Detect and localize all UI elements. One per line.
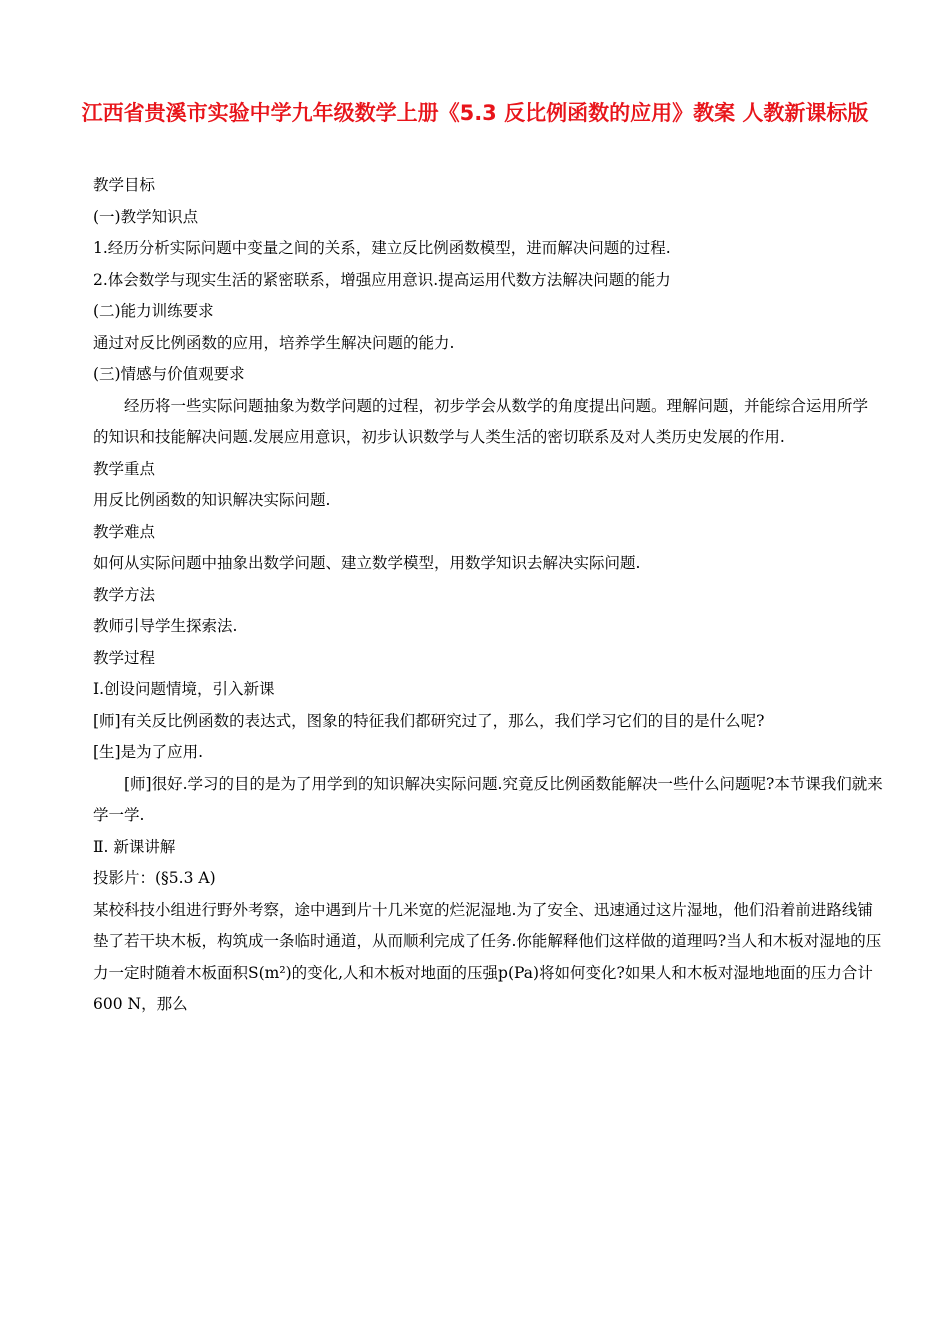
- student-line-1: [生]是为了应用.: [93, 743, 204, 761]
- key-heading: 教学重点: [93, 459, 156, 478]
- goals-heading: 教学目标: [93, 176, 156, 194]
- document-title: 江西省贵溪市实验中学九年级数学上册《5.3 反比例函数的应用》教案 人教新课标版: [81, 101, 869, 125]
- knowledge-heading: (一)教学知识点: [93, 207, 199, 226]
- process-heading: 教学过程: [93, 648, 156, 667]
- method-heading: 教学方法: [93, 585, 156, 604]
- slide-label: 投影片：(§5.3 A): [93, 869, 216, 887]
- difficulty-heading: 教学难点: [93, 522, 156, 541]
- step2-heading: Ⅱ. 新课讲解: [93, 837, 176, 856]
- method-text: 教师引导学生探索法.: [93, 617, 238, 635]
- teacher-line-2: [师]很好.学习的目的是为了用学到的知识解决实际问题.究竟反比例函数能解决一些什么问题呢?本节课我们就来学一学.: [93, 774, 883, 824]
- problem-text: 某校科技小组进行野外考察，途中遇到片十几米宽的烂泥湿地.为了安全、迅速通过这片湿地，他们沿着前进路线铺垫了若干块木板，构筑成一条临时通道，从而顺利完成了任务.你能解释他们这样做的道理吗?当人和木板对湿地的压力一定时随着木板面积S(m²)的变化,人和木板对地面的压强p(Pa)将如何变化?如果人和木板对湿地地面的压力合计600 N，那么: [93, 900, 882, 1013]
- ability-text: 通过对反比例函数的应用，培养学生解决问题的能力.: [93, 333, 455, 352]
- knowledge-item-2: 2.体会数学与现实生活的紧密联系，增强应用意识.提高运用代数方法解决问题的能力: [93, 270, 671, 289]
- step1-heading: Ⅰ.创设问题情境，引入新课: [93, 680, 275, 698]
- emotion-heading: (三)情感与价值观要求: [93, 365, 245, 383]
- difficulty-text: 如何从实际问题中抽象出数学问题、建立数学模型，用数学知识去解决实际问题.: [93, 554, 641, 572]
- key-text: 用反比例函数的知识解决实际问题.: [93, 491, 331, 509]
- knowledge-item-1: 1.经历分析实际问题中变量之间的关系，建立反比例函数模型，进而解决问题的过程.: [93, 239, 671, 257]
- document-body: [93, 170, 883, 1021]
- emotion-text: 经历将一些实际问题抽象为数学问题的过程，初步学会从数学的角度提出问题。理解问题，并能综合运用所学的知识和技能解决问题.发展应用意识，初步认识数学与人类生活的密切联系及对人类历史发展的作用.: [93, 396, 869, 446]
- teacher-line-1: [师]有关反比例函数的表达式，图象的特征我们都研究过了，那么，我们学习它们的目的是什么呢?: [93, 711, 765, 730]
- ability-heading: (二)能力训练要求: [93, 302, 214, 320]
